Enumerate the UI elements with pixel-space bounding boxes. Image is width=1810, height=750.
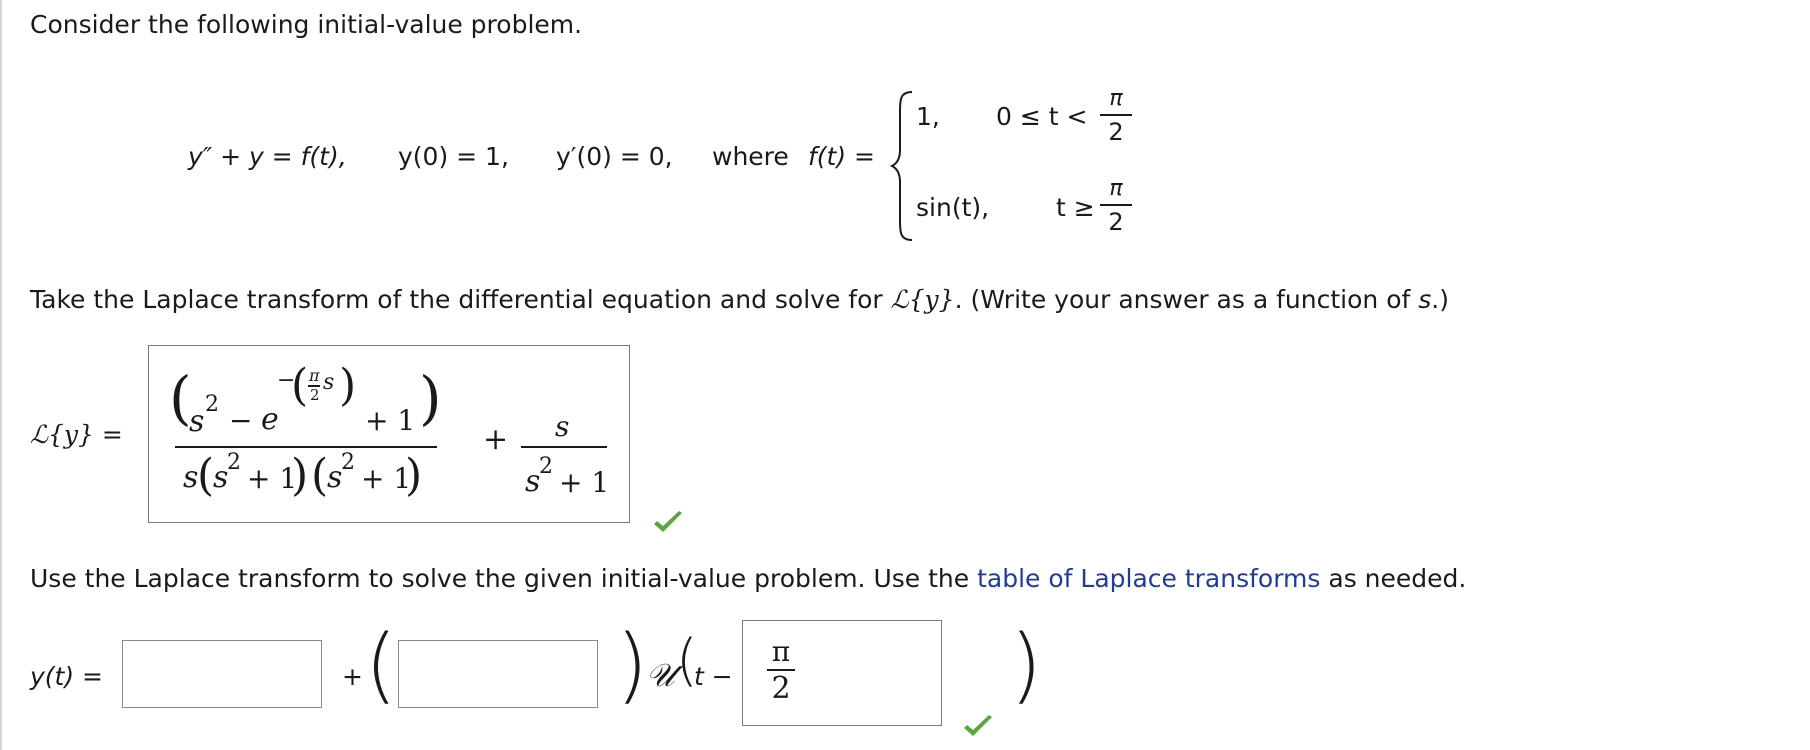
denom-plus1b: + 1 — [361, 462, 412, 495]
part2-correct-check-icon — [962, 714, 994, 740]
laplace-lhs: ℒ{y} = — [30, 420, 123, 449]
denom-plus1a: + 1 — [247, 462, 298, 495]
fraction2-denominator — [525, 454, 615, 504]
variable-s: s — [1418, 285, 1432, 314]
plus-one: + 1 — [365, 404, 416, 437]
unit-step-symbol: 𝒰 — [646, 656, 675, 694]
part2-instruction-b: as needed. — [1320, 564, 1467, 593]
minus-sign: − — [229, 404, 253, 437]
case1-value: 1, — [916, 102, 940, 131]
case2-pi-over-2 — [1098, 176, 1134, 236]
part1-correct-check-icon — [652, 510, 684, 536]
exponent-close-paren: ) — [339, 360, 357, 411]
open-paren: ( — [365, 618, 397, 713]
part1-instruction-b: . (Write your answer as a function of — [954, 285, 1419, 314]
part1-instruction-c: .) — [1431, 285, 1449, 314]
denom-paren2-close: ) — [405, 450, 423, 501]
piecewise-brace — [890, 88, 918, 244]
pi-numerator: π — [1109, 176, 1123, 201]
exponent-two: 2 — [310, 386, 320, 404]
fraction1-numerator — [169, 360, 449, 450]
y-of-t-input-1[interactable] — [122, 640, 322, 708]
two-denominator: 2 — [1108, 208, 1124, 236]
denom-s2b: s — [327, 460, 343, 495]
exponent-open-paren: ( — [291, 360, 309, 411]
step-close-paren: ) — [1010, 618, 1042, 713]
shift-answer-box[interactable] — [742, 620, 942, 726]
y-of-t-input-2[interactable] — [398, 640, 598, 708]
part1-instruction-a: Take the Laplace transform of the differential equation and solve for — [30, 285, 891, 314]
ode-lhs: y″ + y = f(t), — [188, 142, 347, 171]
fraction2-bar — [521, 446, 607, 448]
e-base: e — [261, 402, 279, 437]
intro-text: Consider the following initial-value problem. — [30, 10, 583, 39]
f-of-t-label: f(t) = — [808, 142, 876, 171]
frac2-s: s — [525, 464, 541, 499]
big-open-paren: ( — [169, 364, 192, 432]
exponent-2: 2 — [205, 392, 219, 417]
y-of-t-lhs: y(t) = — [30, 662, 103, 691]
denom-s2a: s — [213, 460, 229, 495]
exponent-minus: − — [277, 368, 296, 393]
t-minus: t − — [694, 662, 733, 691]
laplace-symbol: ℒ{y} — [890, 285, 955, 314]
part2-instruction — [30, 564, 1466, 593]
case1-condition: 0 ≤ t < — [996, 102, 1088, 131]
denom-paren1-open: ( — [197, 450, 215, 501]
frac2-exp: 2 — [539, 454, 553, 479]
left-border — [0, 0, 2, 750]
laplace-answer-box[interactable] — [148, 345, 630, 523]
laplace-table-link[interactable]: table of Laplace transforms — [977, 564, 1321, 593]
fraction1-denominator — [183, 450, 443, 510]
case2-value: sin(t), — [916, 193, 990, 222]
denom-paren1-close: ) — [291, 450, 309, 501]
case1-pi-over-2 — [1098, 86, 1134, 146]
exponent-pi: π — [309, 366, 320, 385]
fraction2-numerator: s — [555, 410, 570, 443]
pi-numerator: π — [1109, 86, 1123, 111]
where-word: where — [712, 142, 789, 171]
frac2-plus1: + 1 — [559, 466, 610, 499]
plus-sign: + — [342, 662, 363, 691]
exponent-s: s — [323, 370, 335, 395]
big-close-paren: ) — [419, 364, 442, 432]
denom-exp2a: 2 — [227, 450, 241, 475]
initial-condition-1: y(0) = 1, — [398, 142, 509, 171]
part1-instruction — [30, 285, 1449, 314]
fraction1-bar — [175, 446, 437, 448]
s-squared-base: s — [189, 404, 205, 439]
denom-s: s — [183, 460, 199, 495]
shift-pi: π — [771, 635, 791, 668]
shift-pi-over-2 — [763, 637, 799, 705]
two-denominator: 2 — [1108, 118, 1124, 146]
part2-instruction-a: Use the Laplace transform to solve the given initial-value problem. Use the — [30, 564, 978, 593]
step-open-paren: ( — [676, 628, 698, 693]
shift-two: 2 — [771, 671, 791, 706]
close-paren: ) — [616, 618, 648, 713]
plus-between-fractions: + — [483, 422, 509, 457]
denom-exp2b: 2 — [341, 450, 355, 475]
ode-equation — [188, 142, 347, 171]
denom-paren2-open: ( — [311, 450, 329, 501]
initial-condition-2: y′(0) = 0, — [556, 142, 673, 171]
case2-condition: t ≥ — [1056, 193, 1095, 222]
